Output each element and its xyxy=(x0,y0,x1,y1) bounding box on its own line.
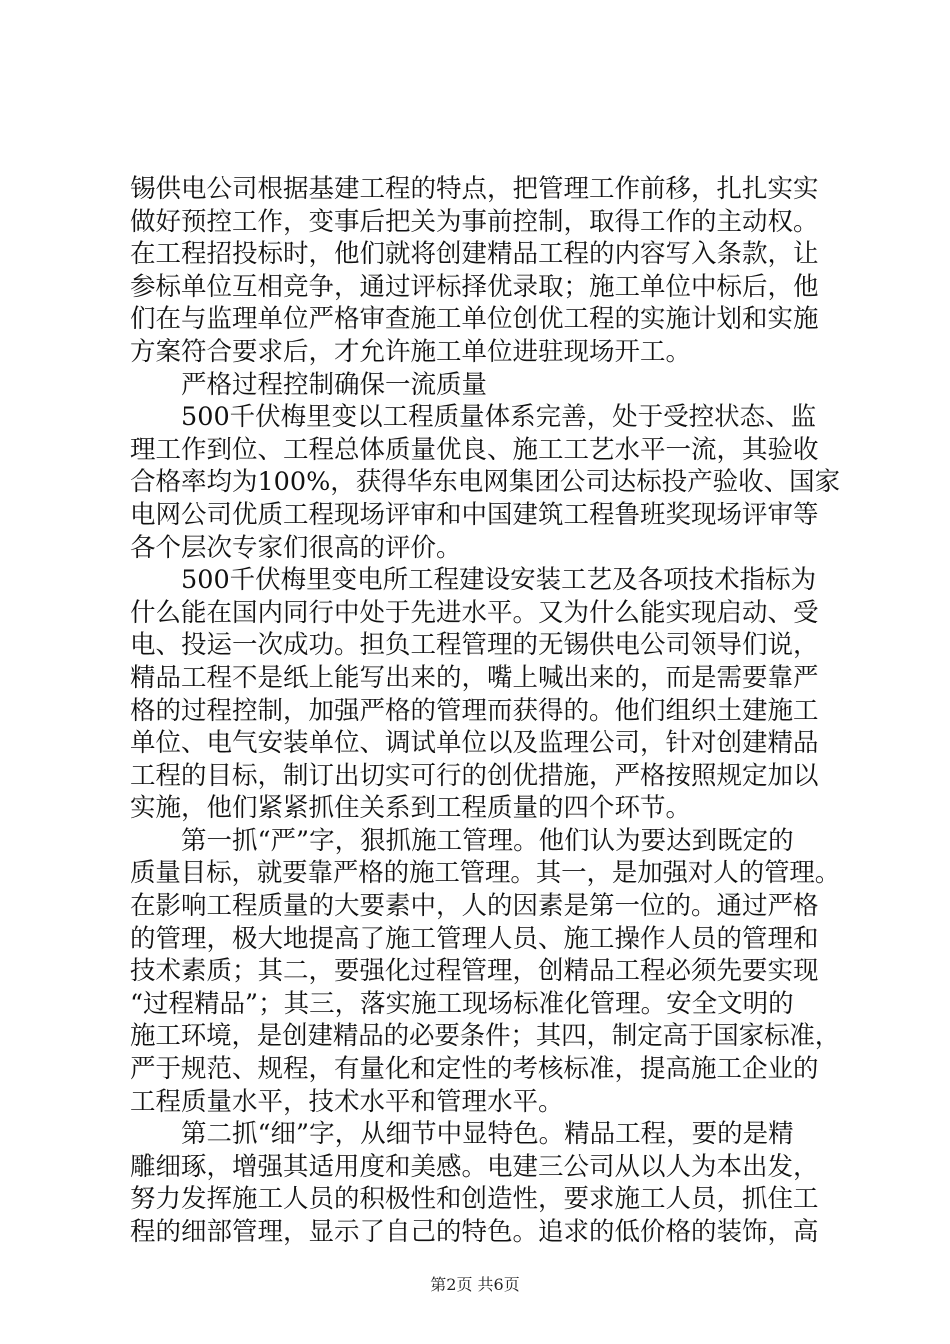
text-line: 在工程招投标时，他们就将创建精品工程的内容写入条款，让 xyxy=(130,239,819,270)
text-line: 理工作到位、工程总体质量优良、施工工艺水平一流，其验收 xyxy=(130,434,819,465)
text-line: 努力发挥施工人员的积极性和创造性，要求施工人员，抓住工 xyxy=(130,1184,819,1215)
text-line: 质量目标，就要靠严格的施工管理。其一，是加强对人的管理。 xyxy=(130,858,841,889)
text-line: 雕细琢，增强其适用度和美感。电建三公司从以人为本出发， xyxy=(130,1151,819,1182)
text-line: 合格率均为100%，获得华东电网集团公司达标投产验收、国家 xyxy=(130,467,841,498)
text-line: 严格过程控制确保一流质量 xyxy=(181,369,488,400)
text-line: 参标单位互相竞争，通过评标择优录取；施工单位中标后，他 xyxy=(130,271,819,302)
text-line: 程的细部管理，显示了自己的特色。追求的低价格的装饰，高 xyxy=(130,1217,819,1247)
text-line: 锡供电公司根据基建工程的特点，把管理工作前移，扎扎实实 xyxy=(130,174,819,204)
text-line: 做好预控工作，变事后把关为事前控制，取得工作的主动权。 xyxy=(130,206,819,237)
text-line: 技术素质；其二，要强化过程管理，创精品工程必须先要实现 xyxy=(130,956,819,987)
text-line: “过程精品”；其三，落实施工现场标准化管理。安全文明的 xyxy=(130,988,794,1019)
text-line: 精品工程不是纸上能写出来的，嘴上喊出来的，而是需要靠严 xyxy=(130,662,819,693)
page-footer: 第2页 共6页 xyxy=(430,1275,520,1294)
text-line: 电、投运一次成功。担负工程管理的无锡供电公司领导们说， xyxy=(130,630,819,661)
text-line: 施工环境，是创建精品的必要条件；其四，制定高于国家标准， xyxy=(130,1021,841,1052)
text-line: 格的过程控制，加强严格的管理而获得的。他们组织土建施工 xyxy=(130,695,819,726)
text-line: 工程的目标，制订出切实可行的创优措施，严格按照规定加以 xyxy=(130,760,819,791)
text-line: 第一抓“严”字，狠抓施工管理。他们认为要达到既定的 xyxy=(181,825,794,856)
text-line: 实施，他们紧紧抓住关系到工程质量的四个环节。 xyxy=(130,793,692,824)
body-text xyxy=(130,173,840,1249)
text-line: 方案符合要求后，才允许施工单位进驻现场开工。 xyxy=(130,336,692,367)
text-line: 们在与监理单位严格审查施工单位创优工程的实施计划和实施 xyxy=(130,304,819,335)
text-line: 的管理，极大地提高了施工管理人员、施工操作人员的管理和 xyxy=(130,923,819,954)
text-line: 各个层次专家们很高的评价。 xyxy=(130,532,462,563)
text-line: 单位、电气安装单位、调试单位以及监理公司，针对创建精品 xyxy=(130,728,819,759)
text-line: 在影响工程质量的大要素中，人的因素是第一位的。通过严格 xyxy=(130,891,819,922)
text-line: 500千伏梅里变电所工程建设安装工艺及各项技术指标为 xyxy=(181,565,817,596)
text-line: 工程质量水平，技术水平和管理水平。 xyxy=(130,1086,564,1117)
text-line: 什么能在国内同行中处于先进水平。又为什么能实现启动、受 xyxy=(130,597,819,628)
text-line: 500千伏梅里变以工程质量体系完善，处于受控状态、监 xyxy=(181,402,817,433)
text-line: 第二抓“细”字，从细节中显特色。精品工程，要的是精 xyxy=(181,1119,794,1150)
text-line: 电网公司优质工程现场评审和中国建筑工程鲁班奖现场评审等 xyxy=(130,499,819,530)
text-line: 严于规范、规程，有量化和定性的考核标准，提高施工企业的 xyxy=(130,1054,819,1085)
